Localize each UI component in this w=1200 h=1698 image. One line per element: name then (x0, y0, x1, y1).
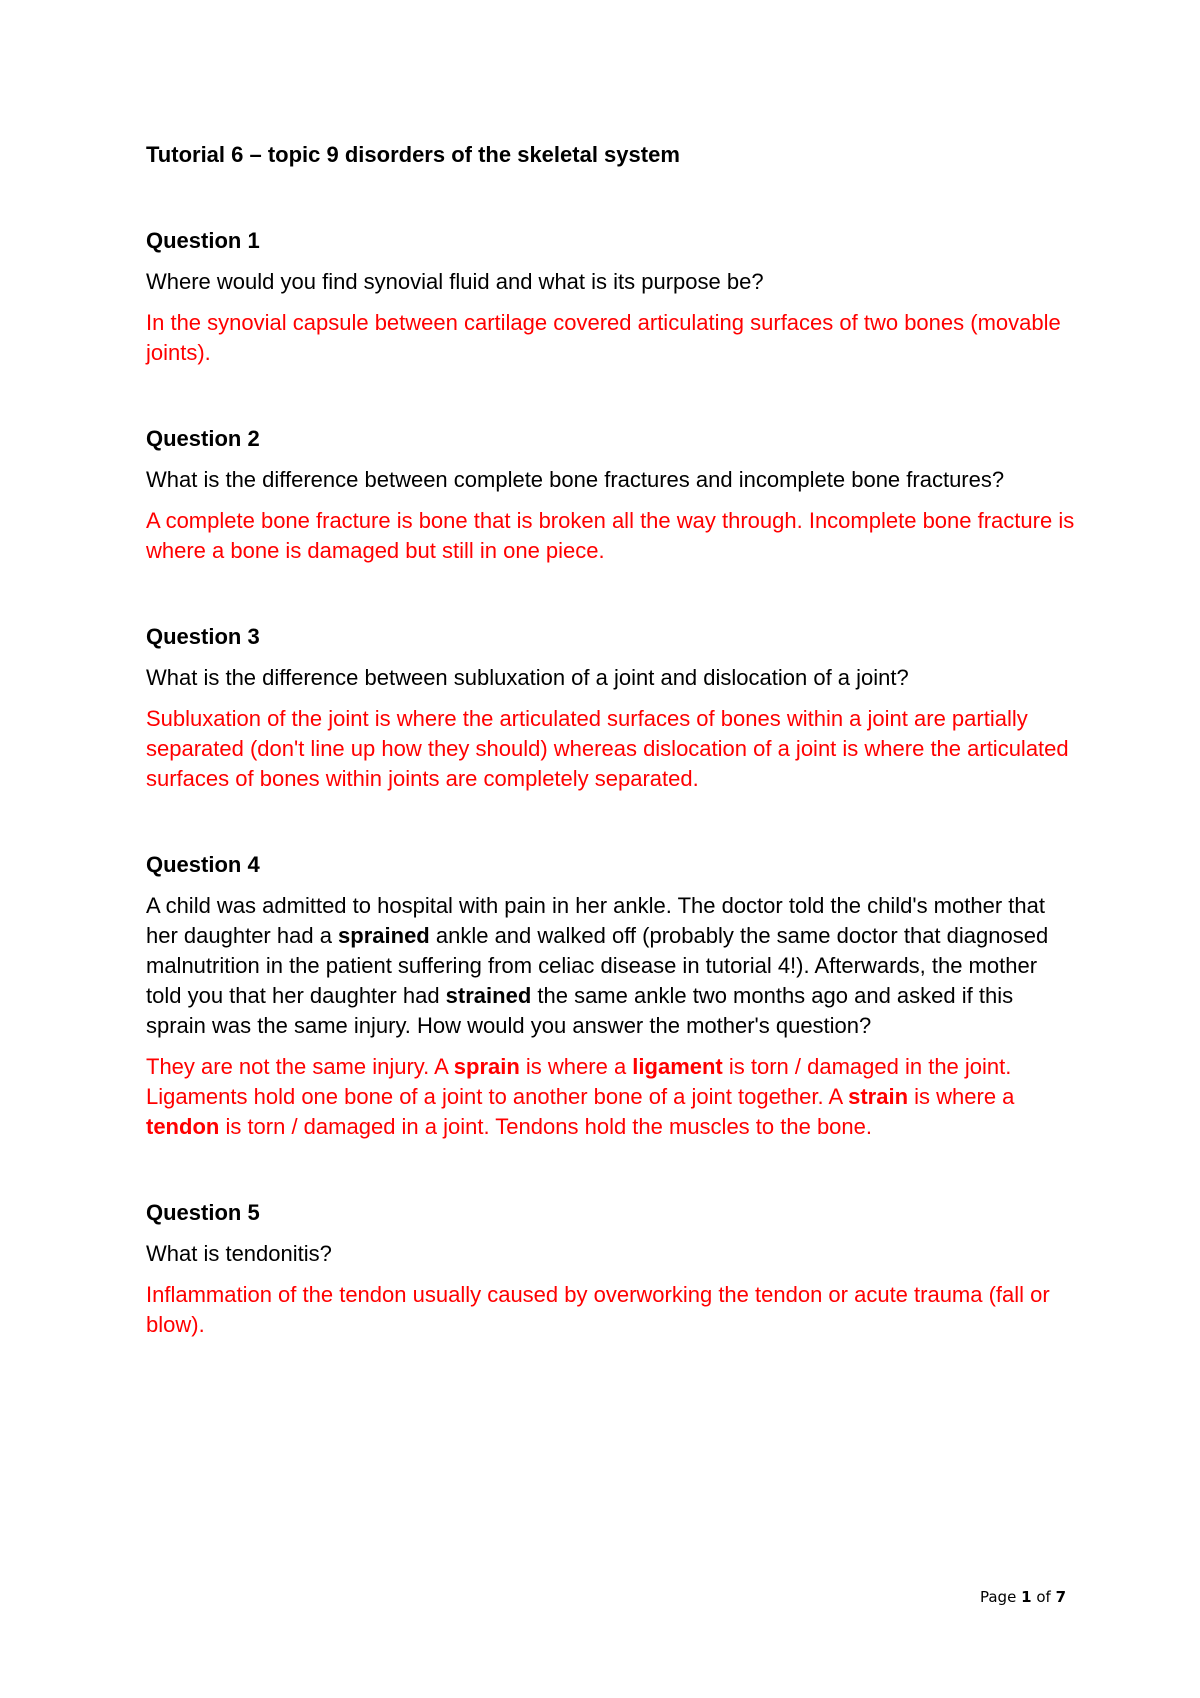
answer-text: A complete bone fracture is bone that is broken all the way through. Incomplete bone fracture is where a bone is damaged but still in one piece. (146, 508, 1075, 563)
document-content (146, 140, 1076, 1340)
total-pages: 7 (1055, 1588, 1066, 1606)
question-block (146, 850, 1076, 1142)
question-block (146, 622, 1076, 794)
question-text: Where would you find synovial fluid and what is its purpose be? (146, 269, 764, 294)
emphasis-tendon: tendon (146, 1114, 220, 1139)
emphasis-ligament: ligament (632, 1054, 723, 1079)
of-label: of (1036, 1588, 1051, 1606)
answer-segment: is torn / damaged in a joint. Tendons hold the muscles to the bone. (219, 1114, 873, 1139)
page-number: 1 (1021, 1588, 1032, 1606)
question-block (146, 1198, 1076, 1340)
emphasis-sprained: sprained (338, 923, 430, 948)
question-heading: Question 3 (146, 624, 260, 649)
question-text-segment: the same ankle two months ago and asked if this sprain was the same injury. How would you answer the mother's question? (146, 983, 1014, 1038)
answer-segment: is where a (908, 1084, 1015, 1109)
page-label: Page (979, 1588, 1017, 1606)
question-text-segment: A child was admitted to hospital with pain in her ankle. The doctor told the child's mother that her daughter had a (146, 893, 1045, 948)
question-text-segment: ankle and walked off (probably the same doctor that diagnosed malnutrition in the patient suffering from celiac disease in tutorial 4!). Afterwards, the mother told you that her daughter had (146, 923, 1049, 1008)
page-footer (980, 1588, 1066, 1606)
answer-segment: is torn / damaged in the joint. Ligaments hold one bone of a joint to another bone of a joint together. A (146, 1054, 1012, 1109)
question-text: What is tendonitis? (146, 1241, 332, 1266)
emphasis-sprain: sprain (453, 1054, 520, 1079)
question-heading: Question 1 (146, 228, 260, 253)
question-block (146, 226, 1076, 368)
question-text: What is the difference between subluxation of a joint and dislocation of a joint? (146, 665, 909, 690)
question-heading: Question 4 (146, 852, 260, 877)
question-heading: Question 5 (146, 1200, 260, 1225)
emphasis-strain: strain (848, 1084, 909, 1109)
question-text: What is the difference between complete bone fractures and incomplete bone fractures? (146, 467, 1005, 492)
question-text (146, 891, 1076, 1041)
emphasis-strained: strained (445, 983, 532, 1008)
document-title: Tutorial 6 – topic 9 disorders of the skeletal system (146, 142, 680, 167)
answer-segment: is where a (519, 1054, 633, 1079)
answer-text: In the synovial capsule between cartilage covered articulating surfaces of two bones (movable joints). (146, 310, 1061, 365)
answer-text: Subluxation of the joint is where the articulated surfaces of bones within a joint are partially separated (don't line up how they should) whereas dislocation of a joint is where the articulated surfaces of bones within joints are completely separated. (146, 706, 1069, 791)
answer-segment: They are not the same injury. A (146, 1054, 454, 1079)
answer-text: Inflammation of the tendon usually caused by overworking the tendon or acute trauma (fall or blow). (146, 1282, 1050, 1337)
question-block (146, 424, 1076, 566)
answer-text (146, 1052, 1076, 1142)
question-heading: Question 2 (146, 426, 260, 451)
